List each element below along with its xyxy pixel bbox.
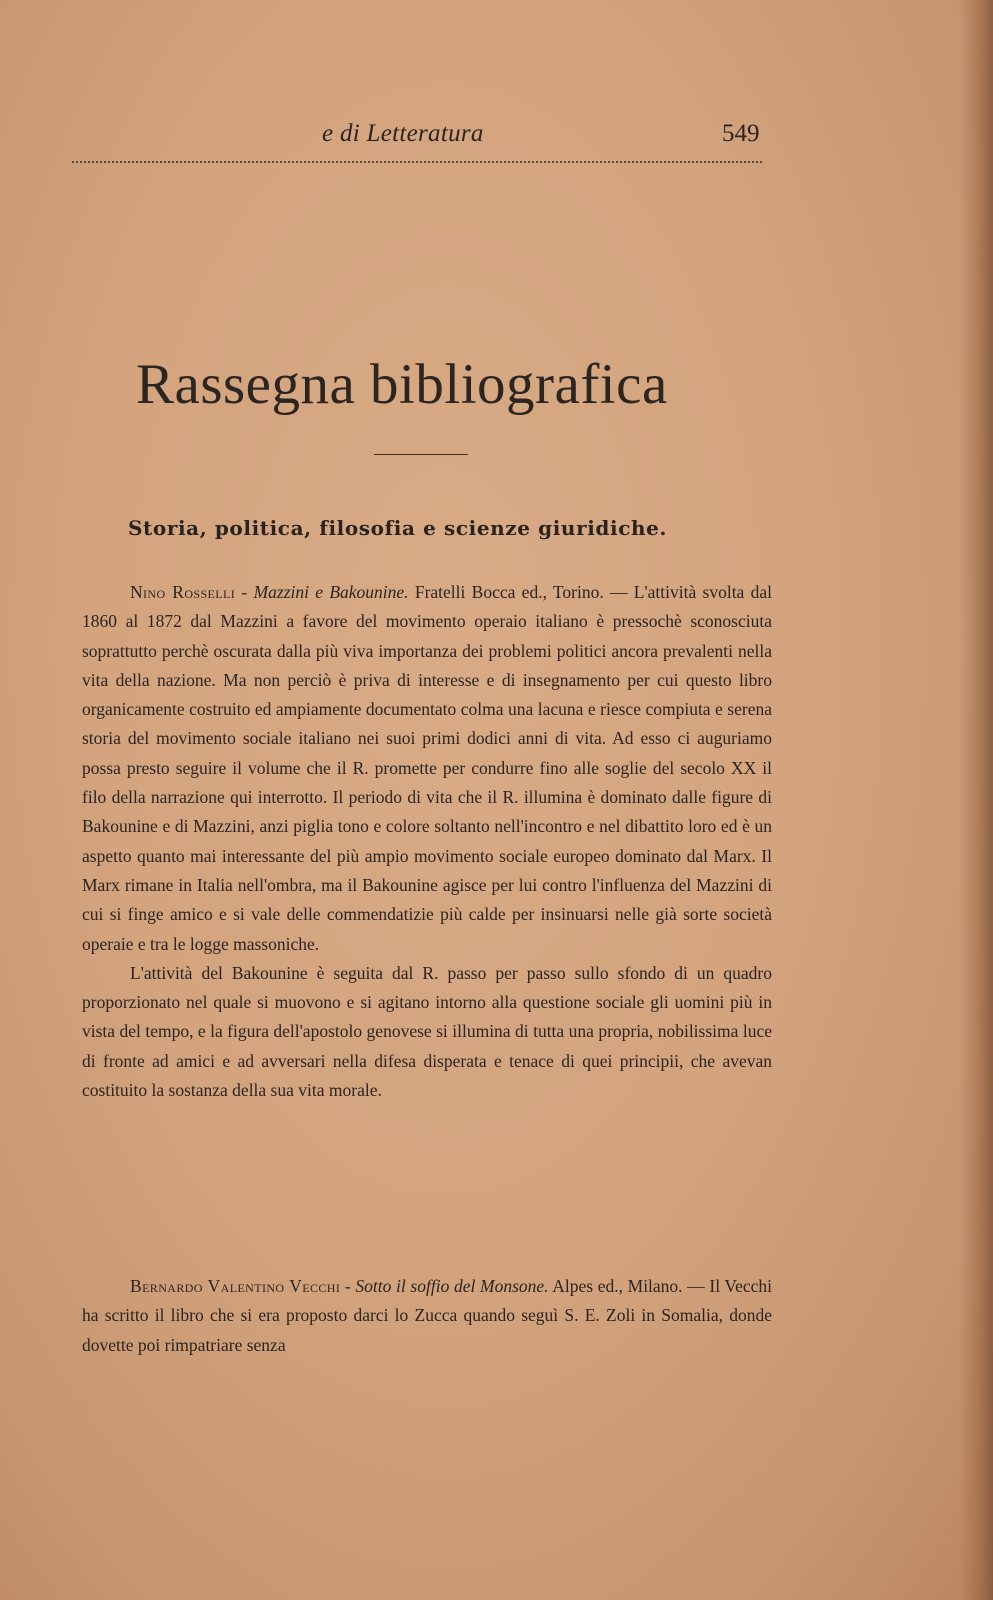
entry-body-text: L'attività svolta dal 1860 al 1872 dal Mazzini a favore del movimento operaio italiano è pressochè sconosciuta soprattutto perchè oscurata dalla più viva importanza dei problemi politici ancora prevalenti nella vita della nazione. Ma non perciò è priva di interesse e di insegnamento per cui questo libro organicamente costruito ed ampiamente documentato colma una lacuna e riesce compiuta e serena storia del movimento sociale italiano nei suoi primi dodici anni di vita. Ad esso ci auguriamo possa presto seguire il volume che il R. promette per condurre fino alle soglie del secolo XX il filo della narrazione qui interrotto. Il periodo di vita che il R. illumina è dominato dalle figure di Bakounine e di Mazzini, anzi piglia tono e colore soltanto nell'incontro e nel dibattito loro ed è un aspetto quanto mai interessante del più ampio movimento sociale europeo dominato dal Marx. Il Marx rimane in Italia nell'ombra, ma il Bakounine agisce per lui contro l'influenza del Mazzini di cui si finge amico e si vale delle commendatizie più calde per insinuarsi nelle già sorte società operaie e tra le logge massoniche. <box>82 582 772 954</box>
entry-author: Bernardo Valentino Vecchi <box>130 1276 341 1296</box>
entry-publisher: Alpes ed., Milano. — <box>548 1276 710 1296</box>
section-title: Rassegna bibliografica <box>136 353 668 416</box>
header-dotted-rule <box>72 161 762 163</box>
entry-body-text: Il Vecchi ha scritto il libro che si era proposto darci lo Zucca quando seguì S. E. Zoli in Somalia, donde dovette poi rimpatriare senza <box>82 1276 773 1355</box>
entry-book-title: Mazzini e Bakounine. <box>253 582 409 602</box>
entry-author: Nino Rosselli <box>130 582 236 602</box>
review-entry-vecchi <box>82 1272 772 1360</box>
entry-paragraph <box>82 578 772 959</box>
subsection-title: Storia, politica, filosofia e scienze giuridiche. <box>128 516 667 540</box>
running-head: e di Letteratura <box>322 120 484 147</box>
entry-book-title: Sotto il soffio del Monsone. <box>355 1276 549 1296</box>
entry-publisher: Fratelli Bocca ed., Torino. — <box>408 582 634 602</box>
entry-paragraph <box>82 1272 772 1360</box>
entry-separator: - <box>235 582 254 602</box>
review-entry-rosselli <box>82 578 772 1105</box>
entry-separator: - <box>340 1276 356 1296</box>
page-number: 549 <box>722 120 760 147</box>
entry-paragraph-2: L'attività del Bakounine è seguita dal R. passo per passo sullo sfondo di un quadro proporzionato nel quale si muovono e si agitano intorno alla questione sociale gli uomini più in vista del tempo, e la figura dell'apostolo genovese si illumina di tutta una propria, nobilissima luce di fronte ad amici e ad avversari nella difesa disperata e tenace di quei principii, che avevan costituito la sostanza della sua vita morale. <box>82 962 772 1101</box>
title-rule <box>374 454 468 455</box>
